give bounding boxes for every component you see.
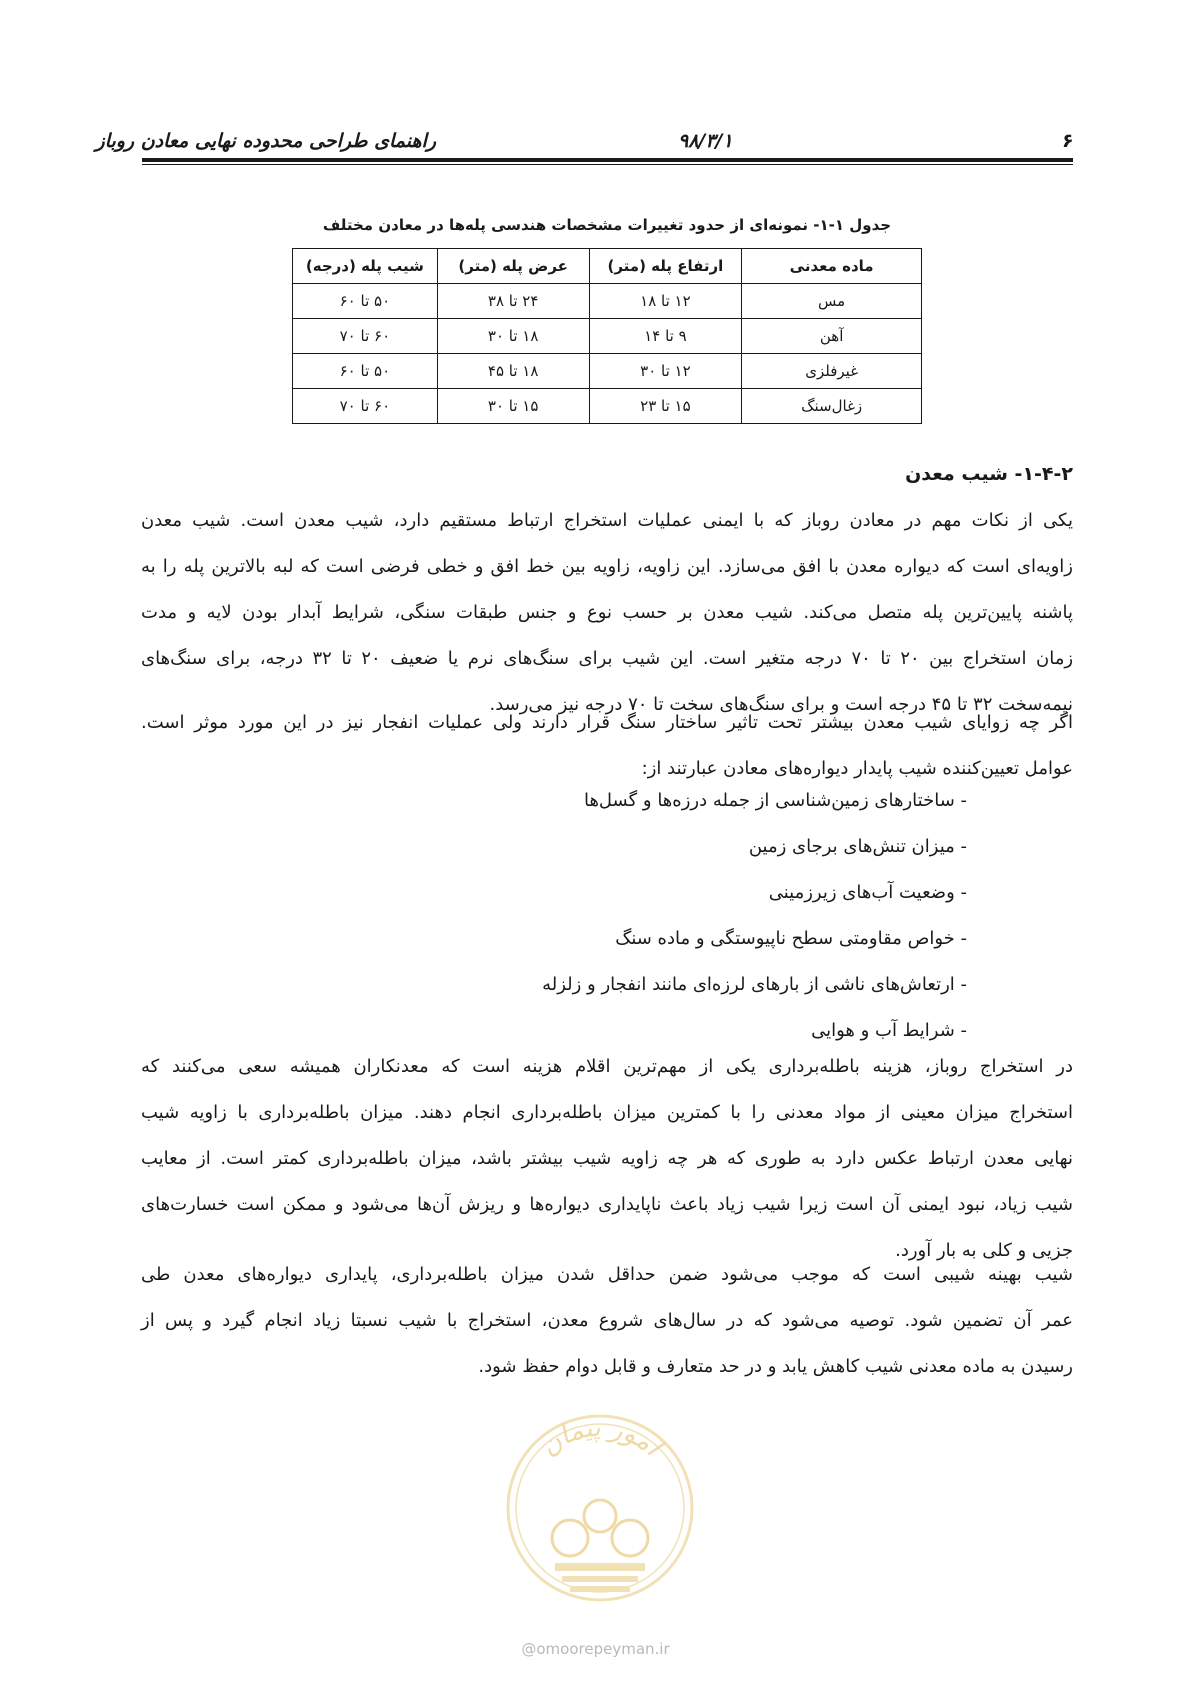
logo-text-path: امور پیمان bbox=[534, 1412, 667, 1463]
list-item: - وضعیت آب‌های زیرزمینی bbox=[768, 882, 967, 903]
paragraph-line: پاشنه پایین‌ترین پله متصل می‌کند. شیب معدن بر حسب نوع و جنس طبقات سنگی، شرایط آبدار بودن لایه و مدت bbox=[141, 602, 1073, 623]
table-cell: آهن bbox=[742, 319, 922, 354]
header-rule-thin bbox=[142, 164, 1073, 165]
table-cell: ۵۰ تا ۶۰ bbox=[293, 284, 438, 319]
table-header-row bbox=[293, 249, 922, 284]
column-header: شیب پله (درجه) bbox=[293, 249, 438, 284]
table-cell: ۹ تا ۱۴ bbox=[589, 319, 742, 354]
paragraph-4 bbox=[141, 1252, 1073, 1390]
running-header-title: راهنمای طراحی محدوده نهایی معادن روباز bbox=[95, 130, 436, 152]
section-heading: ۱-۴-۲- شیب معدن bbox=[905, 463, 1073, 485]
list-item: - میزان تنش‌های برجای زمین bbox=[748, 836, 967, 857]
paragraph-line: اگر چه زوایای شیب معدن بیشتر تحت تاثیر ساختار سنگ قرار دارند ولی عملیات انفجار نیز در این مورد موثر است. bbox=[141, 712, 1073, 733]
paragraph-line: عوامل تعیین‌کننده شیب پایدار دیواره‌های معادن عبارتند از: bbox=[641, 758, 1073, 779]
column-header: ارتفاع پله (متر) bbox=[589, 249, 742, 284]
list-item: - شرایط آب و هوایی bbox=[811, 1020, 967, 1041]
header-rule-thick bbox=[142, 158, 1073, 162]
column-header: ماده معدنی bbox=[742, 249, 922, 284]
paragraph-line: جزیی و کلی به بار آورد. bbox=[895, 1240, 1073, 1261]
paragraph-line: زمان استخراج بین ۲۰ تا ۷۰ درجه متغیر است. این شیب برای سنگ‌های نرم یا ضعیف ۲۰ تا ۳۲ درجه، برای سنگ‌های bbox=[141, 648, 1074, 669]
paragraph-line: عمر آن تضمین شود. توصیه می‌شود که در سال‌های شروع معدن، استخراج با شیب نسبتا زیاد انجام گیرد و پس از bbox=[141, 1310, 1073, 1331]
table-cell: ۲۴ تا ۳۸ bbox=[437, 284, 589, 319]
table-row bbox=[293, 284, 922, 319]
paragraph-line: رسیدن به ماده معدنی شیب کاهش یابد و در حد متعارف و قابل دوام حفظ شود. bbox=[478, 1356, 1073, 1377]
table-row bbox=[293, 319, 922, 354]
factor-list bbox=[141, 778, 967, 1054]
table-cell: ۱۵ تا ۲۳ bbox=[589, 389, 742, 424]
page-number: ۶ bbox=[1062, 130, 1074, 152]
logo-text bbox=[535, 1413, 668, 1464]
watermark-url: @omoorepeyman.ir bbox=[521, 1640, 670, 1658]
table-cell: غیرفلزی bbox=[742, 354, 922, 389]
paragraph-3 bbox=[141, 1044, 1073, 1274]
table-cell: ۱۲ تا ۱۸ bbox=[589, 284, 742, 319]
paragraph-line: زاویه‌ای است که دیواره معدن با افق می‌سازد. این زاویه، زاویه بین خط افق و خطی فرضی است که لبه بالاترین پله را به bbox=[141, 556, 1073, 577]
table-row bbox=[293, 354, 922, 389]
table-row bbox=[293, 389, 922, 424]
paragraph-line: استخراج میزان معینی از مواد معدنی را با کمترین میزان باطله‌برداری انجام دهند. میزان باطله‌برداری با زاویه شیب bbox=[141, 1102, 1073, 1123]
table-cell: ۱۸ تا ۴۵ bbox=[437, 354, 589, 389]
paragraph-line: شیب بهینه شیبی است که موجب می‌شود ضمن حداقل شدن میزان باطله‌برداری، پایداری دیواره‌های معدن طی bbox=[141, 1264, 1073, 1285]
list-item: - ساختارهای زمین‌شناسی از جمله درزه‌ها و گسل‌ها bbox=[583, 790, 967, 811]
table-cell: ۱۸ تا ۳۰ bbox=[437, 319, 589, 354]
table-cell: ۱۲ تا ۳۰ bbox=[589, 354, 742, 389]
bench-spec-table bbox=[292, 248, 922, 424]
paragraph-line: یکی از نکات مهم در معادن روباز که با ایمنی عملیات استخراج ارتباط مستقیم دارد، شیب معدن است. شیب معدن bbox=[141, 510, 1073, 531]
paragraph-line: نهایی معدن ارتباط عکس دارد به طوری که هر چه زاویه شیب بیشتر باشد، میزان باطله‌برداری کمتر است. از معایب bbox=[141, 1148, 1073, 1169]
paragraph-line: شیب زیاد، نبود ایمنی آن است زیرا شیب زیاد باعث ناپایداری دیواره‌ها و ریزش آن‌ها می‌شود و ممکن است خسارت‌های bbox=[141, 1194, 1073, 1215]
table-caption: جدول ۱-۱- نمونه‌ای از حدود تغییرات مشخصات هندسی پله‌ها در معادن مختلف bbox=[322, 216, 892, 234]
table-cell: ۶۰ تا ۷۰ bbox=[293, 389, 438, 424]
table-cell: مس bbox=[742, 284, 922, 319]
table-cell: زغال‌سنگ bbox=[742, 389, 922, 424]
paragraph-line: نیمه‌سخت ۳۲ تا ۴۵ درجه است و برای سنگ‌های سخت تا ۷۰ درجه نیز می‌رسد. bbox=[489, 694, 1073, 715]
list-item: - خواص مقاومتی سطح ناپیوستگی و ماده سنگ bbox=[615, 928, 967, 949]
table-cell: ۶۰ تا ۷۰ bbox=[293, 319, 438, 354]
column-header: عرض پله (متر) bbox=[437, 249, 589, 284]
table-cell: ۱۵ تا ۳۰ bbox=[437, 389, 589, 424]
table-cell: ۵۰ تا ۶۰ bbox=[293, 354, 438, 389]
running-header-date: ۹۸/۳/۱ bbox=[678, 130, 733, 152]
paragraph-1 bbox=[141, 498, 1073, 728]
list-item: - ارتعاش‌های ناشی از بارهای لرزه‌ای مانند انفجار و زلزله bbox=[542, 974, 967, 995]
watermark-logo bbox=[500, 1398, 700, 1628]
paragraph-line: در استخراج روباز، هزینه باطله‌برداری یکی از مهم‌ترین اقلام هزینه است که معدنکاران همیشه سعی می‌کنند که bbox=[141, 1056, 1073, 1077]
